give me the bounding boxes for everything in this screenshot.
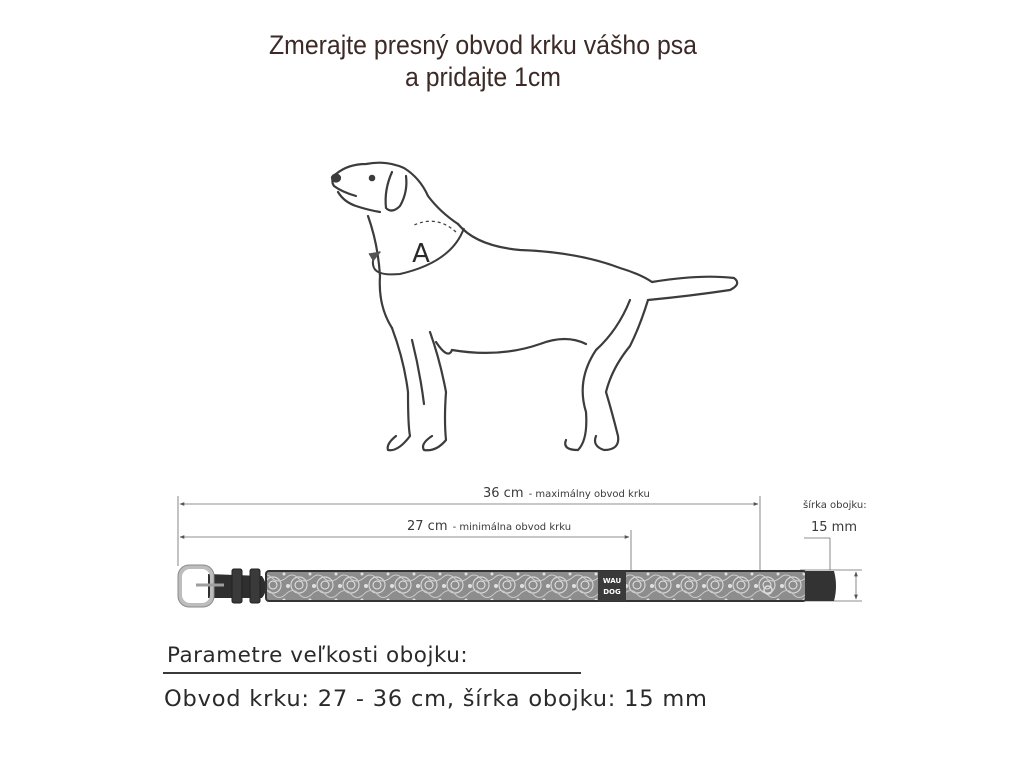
collar-illustration bbox=[178, 565, 836, 607]
max-neck-value: 36 cm bbox=[483, 486, 524, 501]
title-line-1: Zmerajte presný obvod krku vášho psa bbox=[268, 30, 698, 60]
collar-width-value: 15 mm bbox=[811, 520, 858, 535]
brand-tag-line-2: DOG bbox=[603, 588, 621, 596]
dog-outline bbox=[332, 163, 737, 451]
min-neck-text: - minimálna obvod krku bbox=[452, 522, 572, 533]
params-heading: Parametre veľkosti obojku: bbox=[167, 643, 469, 668]
title-line-2: a pridajte 1cm bbox=[404, 62, 562, 92]
params-heading-underline bbox=[163, 672, 581, 674]
neck-label-a: A bbox=[412, 239, 430, 269]
max-neck-text: - maximálny obvod krku bbox=[528, 489, 650, 500]
params-summary: Obvod krku: 27 - 36 cm, šírka obojku: 15 mm bbox=[164, 686, 708, 712]
brand-tag-line-1: WAU bbox=[602, 577, 622, 585]
min-neck-value: 27 cm bbox=[407, 519, 448, 534]
max-neck-label bbox=[483, 482, 650, 501]
min-neck-label bbox=[407, 515, 571, 534]
collar-width-heading: šírka obojku: bbox=[803, 500, 867, 511]
